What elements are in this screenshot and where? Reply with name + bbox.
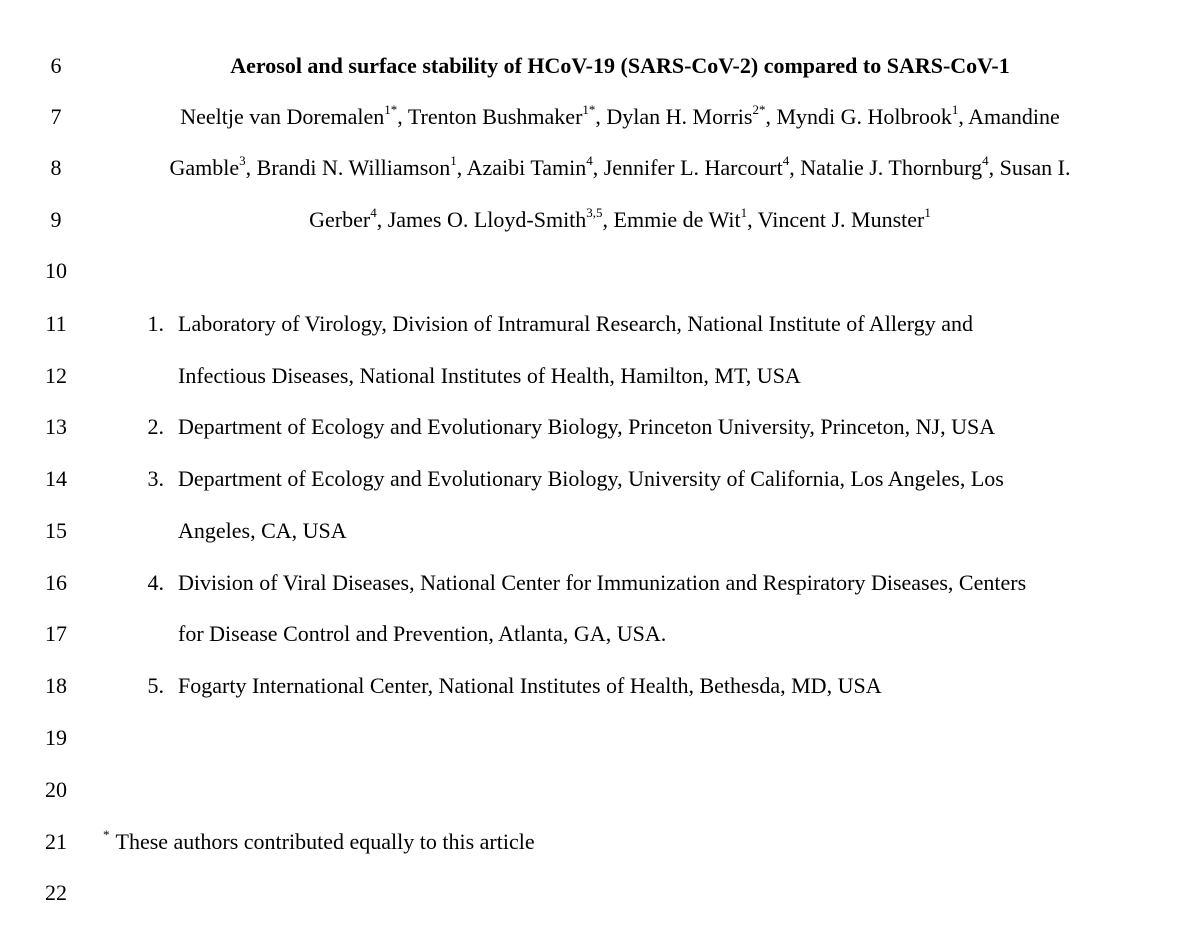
- author-affiliation-mark: 2*: [752, 101, 766, 117]
- affiliation-text: Division of Viral Diseases, National Center for Immunization and Respiratory Diseases, Centers: [178, 570, 1027, 595]
- author-affiliation-mark: 3,5: [586, 204, 603, 220]
- line-number: 21: [45, 829, 67, 854]
- line-number: 22: [45, 880, 67, 905]
- author-name-part: Gamble: [169, 155, 240, 180]
- author-affiliation-mark: 1: [951, 101, 959, 117]
- author-affiliation-mark: 4: [982, 152, 989, 168]
- author-affiliation-mark: 1: [924, 204, 931, 220]
- author-affiliation-mark: 4: [586, 152, 593, 168]
- author-name: Dylan H. Morris: [606, 104, 753, 129]
- author-name: Myndi G. Holbrook: [776, 104, 952, 129]
- author-name: Azaibi Tamin: [466, 155, 587, 180]
- author-name: James O. Lloyd-Smith: [387, 207, 587, 232]
- author-name-part: Gerber: [309, 207, 371, 232]
- author-affiliation-mark: 4: [782, 152, 790, 168]
- author-name: Neeltje van Doremalen: [180, 104, 385, 129]
- affiliation-number: 5.: [147, 673, 164, 698]
- line-number: 7: [50, 104, 62, 129]
- line-number: 19: [45, 725, 67, 750]
- line-number: 12: [45, 363, 67, 388]
- footnote-text: These authors contributed equally to this article: [115, 829, 535, 854]
- affiliation-text: Department of Ecology and Evolutionary Biology, Princeton University, Princeton, NJ, USA: [178, 414, 996, 439]
- author-name: Vincent J. Munster: [757, 207, 925, 232]
- author-affiliation-mark: 3: [239, 152, 246, 168]
- affiliation-text: Laboratory of Virology, Division of Intramural Research, National Institute of Allergy and: [178, 311, 973, 336]
- affiliation-number: 4.: [147, 570, 164, 595]
- line-number: 11: [45, 311, 67, 336]
- affiliation-number: 2.: [147, 414, 164, 439]
- line-number: 17: [45, 621, 67, 646]
- affiliation-text: for Disease Control and Prevention, Atlanta, GA, USA.: [178, 621, 667, 646]
- author-name: Jennifer L. Harcourt: [603, 155, 783, 180]
- affiliation-number: 1.: [147, 311, 164, 336]
- author-name: Emmie de Wit: [613, 207, 741, 232]
- affiliation-number: 3.: [147, 466, 164, 491]
- author-line: Gerber$^4$, James O. Lloyd-Smith$^{3,5}$, Emmie de Wit$^1$, Vincent J. Munster$^1$: [309, 204, 931, 232]
- author-line: Neeltje van Doremalen$^{1*}$, Trenton Bushmaker$^{1*}$, Dylan H. Morris$^{2*}$, Myndi G. Holbrook$^1$, Amandine: [180, 101, 1060, 129]
- author-affiliation-mark: 1: [450, 152, 457, 168]
- author-name: Trenton Bushmaker: [407, 104, 583, 129]
- author-line: Gamble$^3$, Brandi N. Williamson$^1$, Azaibi Tamin$^4$, Jennifer L. Harcourt$^4$, Natalie J. Thornburg$^4$, Susan I.: [169, 152, 1071, 180]
- line-number: 10: [45, 258, 67, 283]
- author-affiliation-mark: 1: [740, 204, 748, 220]
- author-name-part: Amandine: [968, 104, 1060, 129]
- affiliation-text: Fogarty International Center, National Institutes of Health, Bethesda, MD, USA: [178, 673, 882, 698]
- author-affiliation-mark: 1*: [384, 101, 398, 117]
- author-name: Brandi N. Williamson: [256, 155, 451, 180]
- line-number: 6: [50, 53, 62, 78]
- line-number: 9: [50, 207, 62, 232]
- line-number: 20: [45, 777, 67, 802]
- footnote-marker: *: [103, 826, 110, 842]
- line-number: 14: [45, 466, 67, 491]
- line-number: 8: [50, 155, 62, 180]
- author-name-part: Susan I.: [999, 155, 1071, 180]
- affiliation-text: Angeles, CA, USA: [178, 518, 347, 543]
- line-number: 18: [45, 673, 67, 698]
- paper-title: Aerosol and surface stability of HCoV-19 (SARS-CoV-2) compared to SARS-CoV-1: [230, 53, 1010, 78]
- author-name: Natalie J. Thornburg: [800, 155, 983, 180]
- line-number: 15: [45, 518, 67, 543]
- author-affiliation-mark: 1*: [582, 101, 596, 117]
- footnote: [103, 826, 535, 855]
- author-affiliation-mark: 4: [370, 204, 377, 220]
- line-number: 16: [45, 570, 67, 595]
- affiliation-text: Department of Ecology and Evolutionary Biology, University of California, Los Angeles, Los: [178, 466, 1004, 491]
- affiliation-text: Infectious Diseases, National Institutes of Health, Hamilton, MT, USA: [178, 363, 801, 388]
- line-number: 13: [45, 414, 67, 439]
